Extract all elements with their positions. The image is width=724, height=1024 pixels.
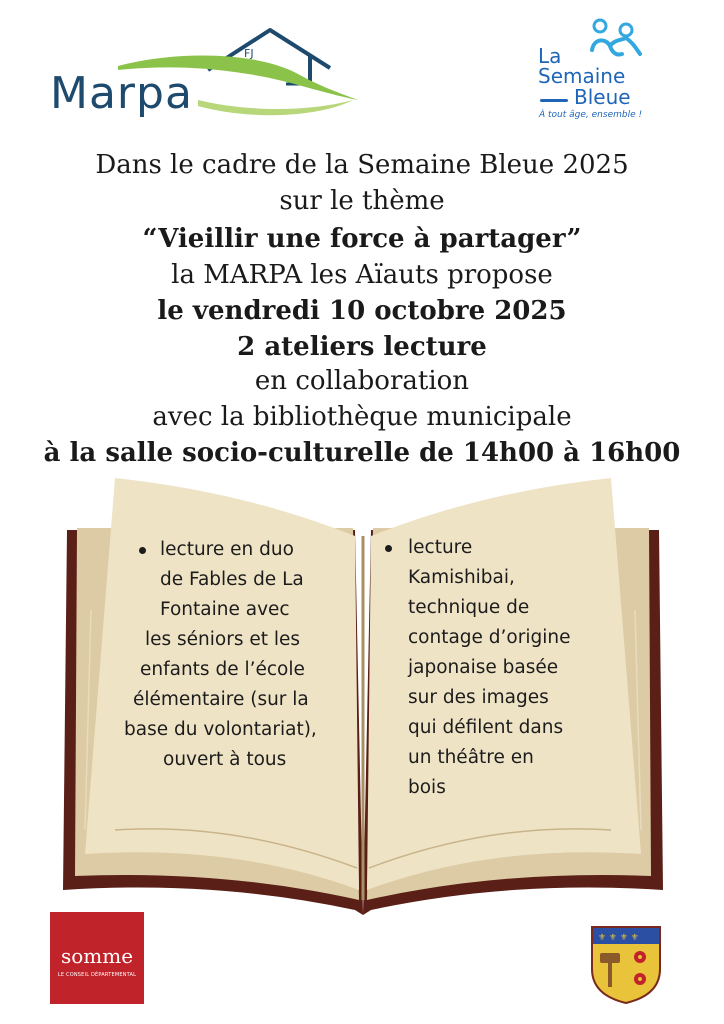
event-date: le vendredi 10 octobre 2025	[157, 296, 567, 326]
bullet-icon	[139, 547, 146, 554]
right-line-7: qui défilent dans	[408, 717, 564, 738]
right-line-8: un théâtre en	[408, 747, 534, 768]
right-line-3: technique de	[408, 597, 530, 618]
right-line-2: Kamishibai,	[408, 567, 515, 588]
right-line-6: sur des images	[408, 687, 549, 708]
intro-line-1: Dans le cadre de la Semaine Bleue 2025	[95, 150, 629, 180]
left-line-2: de Fables de La	[160, 569, 304, 590]
semaine-bleue-semaine: Semaine	[538, 64, 626, 88]
semaine-bleue-bleue: Bleue	[574, 85, 631, 109]
intro-line-2: sur le thème	[279, 186, 445, 216]
intro-line-8: avec la bibliothèque municipale	[152, 402, 572, 432]
theme-title: “Vieillir une force à partager”	[142, 224, 582, 254]
left-line-1: lecture en duo	[160, 539, 294, 560]
left-line-3: Fontaine avec	[160, 599, 290, 620]
semaine-bleue-la: La	[538, 44, 562, 68]
ateliers-title: 2 ateliers lecture	[237, 332, 487, 362]
right-line-4: contage d’origine	[408, 627, 571, 648]
right-line-5: japonaise basée	[408, 657, 559, 678]
left-line-5: enfants de l’école	[140, 659, 305, 680]
bullet-icon	[385, 545, 392, 552]
right-line-1: lecture	[408, 537, 473, 558]
intro-line-7: en collaboration	[254, 366, 470, 396]
left-line-4: les séniors et les	[145, 629, 301, 650]
svg-text:FJ: FJ	[244, 47, 254, 60]
left-line-6: élémentaire (sur la	[133, 689, 309, 710]
municipal-crest-icon	[590, 925, 662, 1005]
left-line-8: ouvert à tous	[163, 749, 287, 770]
semaine-bleue-tagline: À tout âge, ensemble !	[539, 110, 643, 120]
semaine-bleue-dash	[540, 99, 568, 102]
left-line-7: base du volontariat),	[124, 719, 317, 740]
intro-line-4: la MARPA les Aïauts propose	[171, 260, 553, 290]
marpa-wordmark: Marpa	[50, 68, 193, 119]
somme-wordmark: somme	[60, 944, 134, 968]
svg-text:⚜ ⚜ ⚜ ⚜: ⚜ ⚜ ⚜ ⚜	[598, 933, 639, 943]
right-line-9: bois	[408, 777, 446, 798]
event-place: à la salle socio-culturelle de 14h00 à 16h00	[43, 438, 681, 468]
somme-subtitle: LE CONSEIL DÉPARTEMENTAL	[57, 972, 137, 978]
